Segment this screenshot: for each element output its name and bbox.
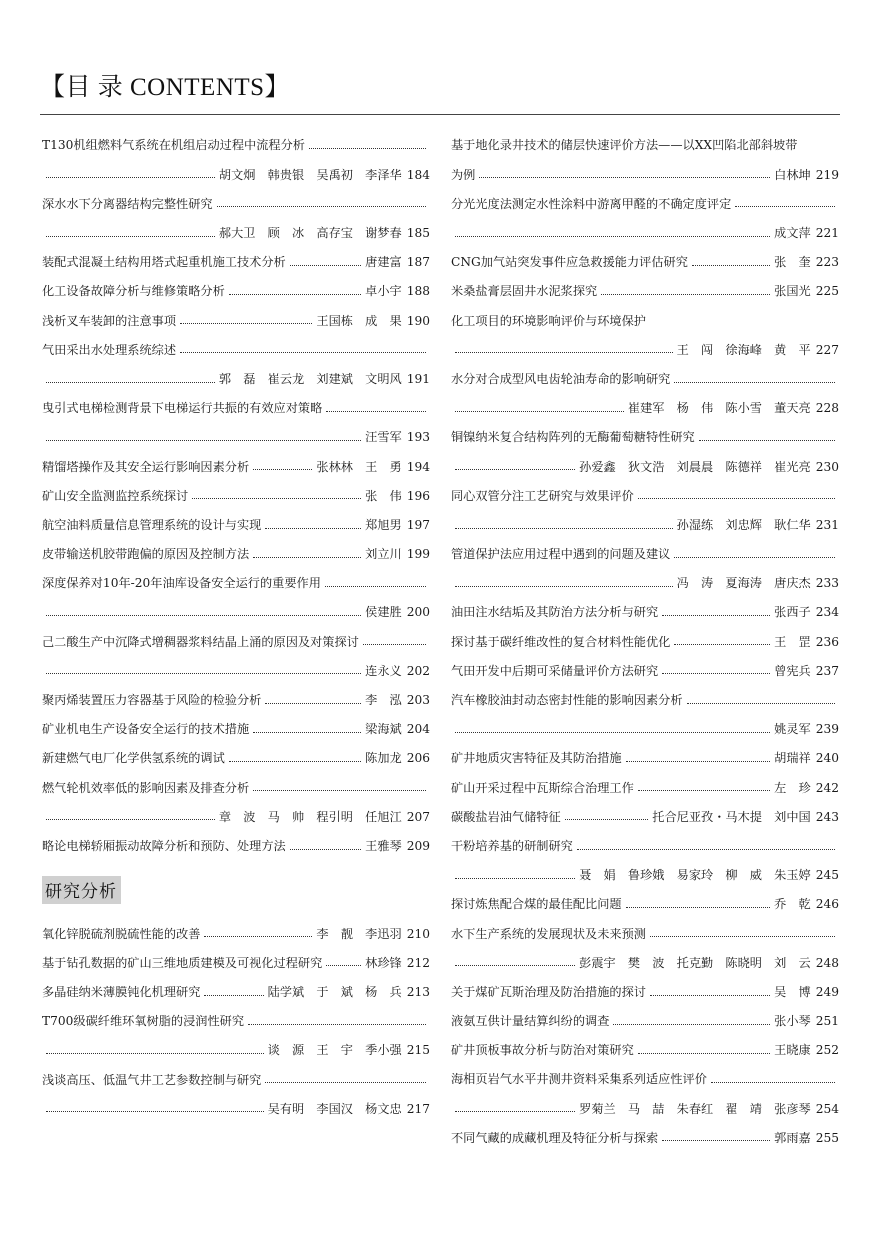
dot-leader: [180, 352, 426, 353]
toc-entry-line: [451, 277, 839, 306]
dot-leader: [46, 177, 215, 178]
entry-page-number: 204: [406, 722, 430, 737]
entry-authors: 唐建富: [365, 255, 402, 270]
entry-title: 矿井顶板事故分析与防治对策研究: [451, 1043, 634, 1058]
entry-authors: 王 闯 徐海峰 黄 平: [676, 342, 811, 357]
entry-page-number: 233: [815, 576, 839, 591]
toc-entry-line: [42, 832, 430, 861]
dot-leader: [455, 732, 770, 733]
toc-entry-line: [42, 335, 430, 364]
entry-page-number: 209: [406, 838, 430, 853]
toc-entry-line: [42, 452, 430, 481]
dot-leader: [265, 703, 361, 704]
dot-leader: [638, 498, 835, 499]
dot-leader: [46, 440, 361, 441]
entry-authors: 张 奎: [774, 255, 811, 270]
entry-title: 矿业机电生产设备安全运行的技术措施: [42, 722, 250, 737]
dot-leader: [326, 411, 426, 412]
entry-title: 干粉培养基的研制研究: [451, 838, 573, 853]
left-column: [42, 131, 430, 1123]
entry-authors: 连永义: [365, 663, 402, 678]
section-title: 研究分析: [42, 876, 121, 904]
toc-entry-line: [451, 335, 839, 364]
dot-leader: [638, 790, 770, 791]
entry-authors: 冯 涛 夏海涛 唐庆杰: [676, 576, 811, 591]
dot-leader: [662, 1140, 770, 1141]
dot-leader: [248, 1024, 426, 1025]
entry-title: 燃气轮机效率低的影响因素及排查分析: [42, 780, 250, 795]
entry-authors: 吴 博: [774, 984, 811, 999]
entry-authors: 孙湿练 刘忠辉 耿仁华: [676, 517, 811, 532]
entry-title: 不同气藏的成藏机理及特征分析与探索: [451, 1130, 659, 1145]
entry-authors: 李 泓: [365, 693, 402, 708]
entry-page-number: 239: [815, 722, 839, 737]
dot-leader: [455, 1111, 575, 1112]
dot-leader: [687, 703, 835, 704]
dot-leader: [290, 265, 361, 266]
dot-leader: [455, 878, 575, 879]
entry-page-number: 199: [406, 547, 430, 562]
dot-leader: [626, 907, 771, 908]
entry-title: 气田开发中后期可采储量评价方法研究: [451, 663, 659, 678]
toc-entry-line: [451, 1065, 839, 1094]
dot-leader: [601, 294, 770, 295]
entry-title: 水下生产系统的发展现状及未来预测: [451, 926, 646, 941]
entry-title: 汽车橡胶油封动态密封性能的影响因素分析: [451, 693, 683, 708]
contents-header: [40, 68, 840, 112]
entry-title: 皮带输送机胶带跑偏的原因及控制方法: [42, 547, 250, 562]
toc-entry-line: [42, 948, 430, 977]
entry-authors: 刘立川: [365, 547, 402, 562]
entry-title: 化工项目的环境影响评价与环境保护: [451, 313, 646, 328]
dot-leader: [455, 965, 575, 966]
entry-page-number: 190: [406, 313, 430, 328]
toc-entry-line: [42, 219, 430, 248]
entry-title: 化工设备故障分析与维修策略分析: [42, 284, 225, 299]
entry-authors: 胡瑞祥: [774, 751, 811, 766]
entry-authors: 胡文炯 韩贵银 吴禹初 李泽华: [218, 167, 402, 182]
toc-entry-line: [42, 598, 430, 627]
toc-entry-line: [451, 802, 839, 831]
dot-leader: [613, 1024, 770, 1025]
toc-entry-line: [451, 540, 839, 569]
dot-leader: [662, 673, 770, 674]
entry-page-number: 196: [406, 488, 430, 503]
entry-title: 己二酸生产中沉降式增稠器浆料结晶上涌的原因及对策探讨: [42, 634, 359, 649]
toc-entry-line: [42, 715, 430, 744]
toc-entry-line: [451, 1007, 839, 1036]
dot-leader: [46, 382, 215, 383]
entry-title: 探讨炼焦配合煤的最佳配比问题: [451, 897, 622, 912]
entry-authors: 乔 乾: [774, 897, 811, 912]
entry-page-number: 210: [406, 926, 430, 941]
toc-entry-line: [451, 627, 839, 656]
entry-title: 矿井地质灾害特征及其防治措施: [451, 751, 622, 766]
toc-entry-line: [42, 248, 430, 277]
entry-authors: 张小琴: [774, 1014, 811, 1029]
entry-page-number: 197: [406, 517, 430, 532]
entry-title: 多晶硅纳米薄膜钝化机理研究: [42, 984, 201, 999]
entry-authors: 左 珍: [774, 780, 811, 795]
entry-title: T700级碳纤维环氧树脂的浸润性研究: [42, 1014, 245, 1029]
entry-page-number: 202: [406, 663, 430, 678]
toc-entry-line: [451, 715, 839, 744]
dot-leader: [577, 849, 835, 850]
toc-entry-line: [42, 627, 430, 656]
entry-authors: 梁海斌: [365, 722, 402, 737]
toc-entry-line: [42, 977, 430, 1006]
entry-page-number: 212: [406, 955, 430, 970]
dot-leader: [626, 761, 771, 762]
dot-leader: [363, 644, 426, 645]
dot-leader: [455, 528, 673, 529]
toc-entry-line: [451, 656, 839, 685]
dot-leader: [253, 557, 361, 558]
toc-entry-line: [451, 423, 839, 452]
dot-leader: [638, 1053, 770, 1054]
entry-authors: 章 波 马 帅 程引明 任旭江: [218, 809, 402, 824]
dot-leader: [735, 206, 835, 207]
entry-authors: 彭震宇 樊 波 托克勤 陈晓明 刘 云: [579, 955, 811, 970]
toc-entry-line: [42, 481, 430, 510]
entry-title: 航空油料质量信息管理系统的设计与实现: [42, 517, 262, 532]
dot-leader: [455, 411, 624, 412]
dot-leader: [204, 995, 263, 996]
dot-leader: [455, 586, 673, 587]
toc-entry-line: [451, 773, 839, 802]
entry-title: 基于地化录井技术的储层快速评价方法——以XX凹陷北部斜坡带: [451, 138, 798, 153]
toc-entry-line: [451, 977, 839, 1006]
toc-entry-line: [42, 160, 430, 189]
entry-title: T130机组燃料气系统在机组启动过程中流程分析: [42, 138, 305, 153]
entry-title: 分光光度法测定水性涂料中游离甲醛的不确定度评定: [451, 196, 732, 211]
entry-page-number: 221: [815, 226, 839, 241]
dot-leader: [479, 177, 770, 178]
entry-authors: 林珍锋: [365, 955, 402, 970]
entry-title: CNG加气站突发事件应急救援能力评估研究: [451, 255, 688, 270]
dot-leader: [46, 1053, 264, 1054]
entry-title: 油田注水结垢及其防治方法分析与研究: [451, 605, 659, 620]
toc-entry-line: [451, 510, 839, 539]
toc-entry-line: [451, 1123, 839, 1152]
dot-leader: [229, 294, 361, 295]
dot-leader: [692, 265, 770, 266]
entry-title: 聚丙烯装置压力容器基于风险的检验分析: [42, 693, 262, 708]
toc-entry-line: [451, 1094, 839, 1123]
toc-entry-line: [451, 569, 839, 598]
dot-leader: [180, 323, 312, 324]
entry-title: 管道保护法应用过程中遇到的问题及建议: [451, 547, 671, 562]
entry-page-number: 200: [406, 605, 430, 620]
toc-entry-line: [42, 802, 430, 831]
toc-entry-line: [451, 890, 839, 919]
dot-leader: [674, 382, 835, 383]
dot-leader: [674, 557, 835, 558]
toc-entry-line: [451, 598, 839, 627]
dot-leader: [674, 644, 770, 645]
toc-entry-line: [42, 394, 430, 423]
entry-page-number: 234: [815, 605, 839, 620]
dot-leader: [265, 1082, 426, 1083]
entry-title: 曳引式电梯检测背景下电梯运行共振的有效应对策略: [42, 401, 323, 416]
toc-entry-line: [451, 832, 839, 861]
entry-authors: 曾宪兵: [774, 663, 811, 678]
dot-leader: [326, 965, 361, 966]
toc-entry-line: [451, 744, 839, 773]
entry-page-number: 193: [406, 430, 430, 445]
toc-entry-line: [451, 219, 839, 248]
entry-page-number: 240: [815, 751, 839, 766]
toc-entry-line: [451, 686, 839, 715]
dot-leader: [650, 936, 835, 937]
toc-entry-line: [451, 481, 839, 510]
right-column: [451, 131, 839, 1153]
entry-authors: 陈加龙: [365, 751, 402, 766]
entry-title: 装配式混凝土结构用塔式起重机施工技术分析: [42, 255, 286, 270]
entry-title: 深水水下分离器结构完整性研究: [42, 196, 213, 211]
toc-entry-line: [42, 189, 430, 218]
entry-page-number: 231: [815, 517, 839, 532]
entry-authors: 汪雪军: [365, 430, 402, 445]
entry-page-number: 227: [815, 342, 839, 357]
dot-leader: [229, 761, 361, 762]
entry-page-number: 206: [406, 751, 430, 766]
dot-leader: [455, 236, 770, 237]
entry-authors: 郭 磊 崔云龙 刘建斌 文明风: [218, 371, 402, 386]
entry-authors: 崔建军 杨 伟 陈小雪 董天亮: [627, 401, 811, 416]
entry-title: 探讨基于碳纤维改性的复合材料性能优化: [451, 634, 671, 649]
toc-entry-line: [451, 394, 839, 423]
dot-leader: [265, 528, 361, 529]
entry-page-number: 246: [815, 897, 839, 912]
entry-title: 碳酸盐岩油气储特征: [451, 809, 561, 824]
entry-authors: 张 伟: [365, 488, 402, 503]
entry-page-number: 254: [815, 1101, 839, 1116]
entry-page-number: 225: [815, 284, 839, 299]
entry-title: 新建燃气电厂化学供氢系统的调试: [42, 751, 225, 766]
entry-page-number: 194: [406, 459, 430, 474]
dot-leader: [325, 586, 426, 587]
entry-page-number: 236: [815, 634, 839, 649]
entry-authors: 孙爱鑫 狄文浩 刘晨晨 陈德祥 崔光亮: [579, 459, 811, 474]
dot-leader: [565, 819, 649, 820]
dot-leader: [253, 790, 426, 791]
dot-leader: [204, 936, 312, 937]
entry-title: 气田采出水处理系统综述: [42, 342, 177, 357]
entry-page-number: 219: [815, 167, 839, 182]
entry-title: 同心双管分注工艺研究与效果评价: [451, 488, 634, 503]
entry-title: 矿山开采过程中瓦斯综合治理工作: [451, 780, 634, 795]
toc-entry-line: [451, 948, 839, 977]
dot-leader: [46, 236, 215, 237]
entry-title: 为例: [451, 167, 476, 182]
toc-entry-line: [451, 365, 839, 394]
dot-leader: [711, 1082, 835, 1083]
toc-entry-line: [42, 919, 430, 948]
dot-leader: [192, 498, 361, 499]
entry-title: 铜镍纳米复合结构阵列的无酶葡萄糖特性研究: [451, 430, 695, 445]
entry-title: 水分对合成型风电齿轮油寿命的影响研究: [451, 371, 671, 386]
toc-entry-line: [42, 1007, 430, 1036]
toc-entry-line: [451, 248, 839, 277]
toc-entry-line: [42, 423, 430, 452]
toc-entry-line: [42, 510, 430, 539]
entry-page-number: 249: [815, 984, 839, 999]
section-heading: [42, 861, 430, 919]
entry-page-number: 217: [406, 1101, 430, 1116]
header-divider: [40, 114, 840, 115]
entry-authors: 郭雨嘉: [774, 1130, 811, 1145]
dot-leader: [699, 440, 835, 441]
toc-entry-line: [42, 365, 430, 394]
dot-leader: [309, 148, 426, 149]
entry-authors: 李 靓 李迅羽: [316, 926, 402, 941]
entry-title: 略论电梯轿厢振动故障分析和预防、处理方法: [42, 838, 286, 853]
dot-leader: [290, 849, 361, 850]
left-entries: [42, 131, 430, 861]
contents-title: 【目 录 CONTENTS】: [40, 74, 291, 101]
entry-authors: 吴有明 李国汉 杨文忠: [267, 1101, 402, 1116]
toc-entry-line: [42, 277, 430, 306]
entry-authors: 谈 源 王 宇 季小强: [267, 1043, 402, 1058]
entry-title: 米桑盐膏层固井水泥浆探究: [451, 284, 598, 299]
entry-title: 深度保养对10年-20年油库设备安全运行的重要作用: [42, 576, 321, 591]
entry-page-number: 187: [406, 255, 430, 270]
toc-entry-line: [42, 656, 430, 685]
entry-title: 液氨互供计量结算纠纷的调查: [451, 1014, 610, 1029]
entry-title: 关于煤矿瓦斯治理及防治措施的探讨: [451, 984, 646, 999]
entry-page-number: 248: [815, 955, 839, 970]
entry-authors: 成文萍: [774, 226, 811, 241]
entry-page-number: 243: [815, 809, 839, 824]
toc-entry-line: [42, 744, 430, 773]
toc-entry-line: [451, 189, 839, 218]
entry-page-number: 255: [815, 1130, 839, 1145]
entry-page-number: 207: [406, 809, 430, 824]
entry-authors: 姚灵军: [774, 722, 811, 737]
entry-authors: 郝大卫 顾 冰 高存宝 谢梦春: [218, 226, 402, 241]
left-entries-research: [42, 919, 430, 1123]
dot-leader: [217, 206, 426, 207]
toc-entry-line: [42, 131, 430, 160]
toc-entry-line: [451, 1036, 839, 1065]
dot-leader: [253, 732, 361, 733]
dot-leader: [46, 1111, 264, 1112]
entry-title: 浅析叉车装卸的注意事项: [42, 313, 177, 328]
entry-title: 矿山安全监测监控系统探讨: [42, 488, 189, 503]
entry-authors: 陆学斌 于 斌 杨 兵: [267, 984, 402, 999]
dot-leader: [650, 995, 770, 996]
toc-entry-line: [42, 540, 430, 569]
toc-entry-line: [42, 1094, 430, 1123]
entry-page-number: 191: [406, 371, 430, 386]
entry-page-number: 252: [815, 1043, 839, 1058]
dot-leader: [253, 469, 312, 470]
entry-title: 浅谈高压、低温气井工艺参数控制与研究: [42, 1072, 262, 1087]
entry-page-number: 213: [406, 984, 430, 999]
dot-leader: [46, 819, 215, 820]
entry-title: 精馏塔操作及其安全运行影响因素分析: [42, 459, 250, 474]
entry-page-number: 185: [406, 226, 430, 241]
dot-leader: [46, 615, 361, 616]
entry-authors: 王晓康: [774, 1043, 811, 1058]
entry-page-number: 203: [406, 693, 430, 708]
toc-entry-line: [451, 919, 839, 948]
entry-page-number: 188: [406, 284, 430, 299]
toc-entry-line: [451, 131, 839, 160]
entry-authors: 张林林 王 勇: [316, 459, 402, 474]
dot-leader: [46, 673, 361, 674]
toc-entry-line: [451, 160, 839, 189]
entry-page-number: 245: [815, 868, 839, 883]
entry-title: 基于钻孔数据的矿山三维地质建模及可视化过程研究: [42, 955, 323, 970]
toc-entry-line: [451, 306, 839, 335]
entry-page-number: 237: [815, 663, 839, 678]
toc-entry-line: [451, 452, 839, 481]
entry-authors: 王雅琴: [365, 838, 402, 853]
entry-authors: 张国光: [774, 284, 811, 299]
dot-leader: [455, 469, 575, 470]
toc-entry-line: [42, 773, 430, 802]
toc-entry-line: [42, 686, 430, 715]
entry-page-number: 223: [815, 255, 839, 270]
toc-entry-line: [42, 1036, 430, 1065]
dot-leader: [662, 615, 770, 616]
entry-page-number: 230: [815, 459, 839, 474]
toc-entry-line: [42, 306, 430, 335]
entry-page-number: 228: [815, 401, 839, 416]
entry-page-number: 184: [406, 167, 430, 182]
entry-authors: 侯建胜: [365, 605, 402, 620]
entry-title: 氧化锌脱硫剂脱硫性能的改善: [42, 926, 201, 941]
toc-entry-line: [42, 1065, 430, 1094]
right-entries: [451, 131, 839, 1153]
dot-leader: [455, 352, 673, 353]
toc-entry-line: [451, 861, 839, 890]
entry-page-number: 251: [815, 1014, 839, 1029]
entry-authors: 托合尼亚孜・马木提 刘中国: [652, 809, 811, 824]
entry-title: 海相页岩气水平井测井资料采集系列适应性评价: [451, 1072, 707, 1087]
entry-authors: 王国栋 成 果: [316, 313, 402, 328]
entry-authors: 聂 娟 鲁珍娥 易家玲 柳 威 朱玉婷: [579, 868, 811, 883]
entry-authors: 郑旭男: [365, 517, 402, 532]
entry-authors: 白林坤: [774, 167, 811, 182]
entry-page-number: 242: [815, 780, 839, 795]
entry-authors: 罗菊兰 马 喆 朱春红 翟 靖 张彦琴: [579, 1101, 811, 1116]
entry-authors: 卓小宇: [365, 284, 402, 299]
toc-entry-line: [42, 569, 430, 598]
entry-authors: 王 罡: [774, 634, 811, 649]
entry-page-number: 215: [406, 1043, 430, 1058]
entry-authors: 张西子: [774, 605, 811, 620]
